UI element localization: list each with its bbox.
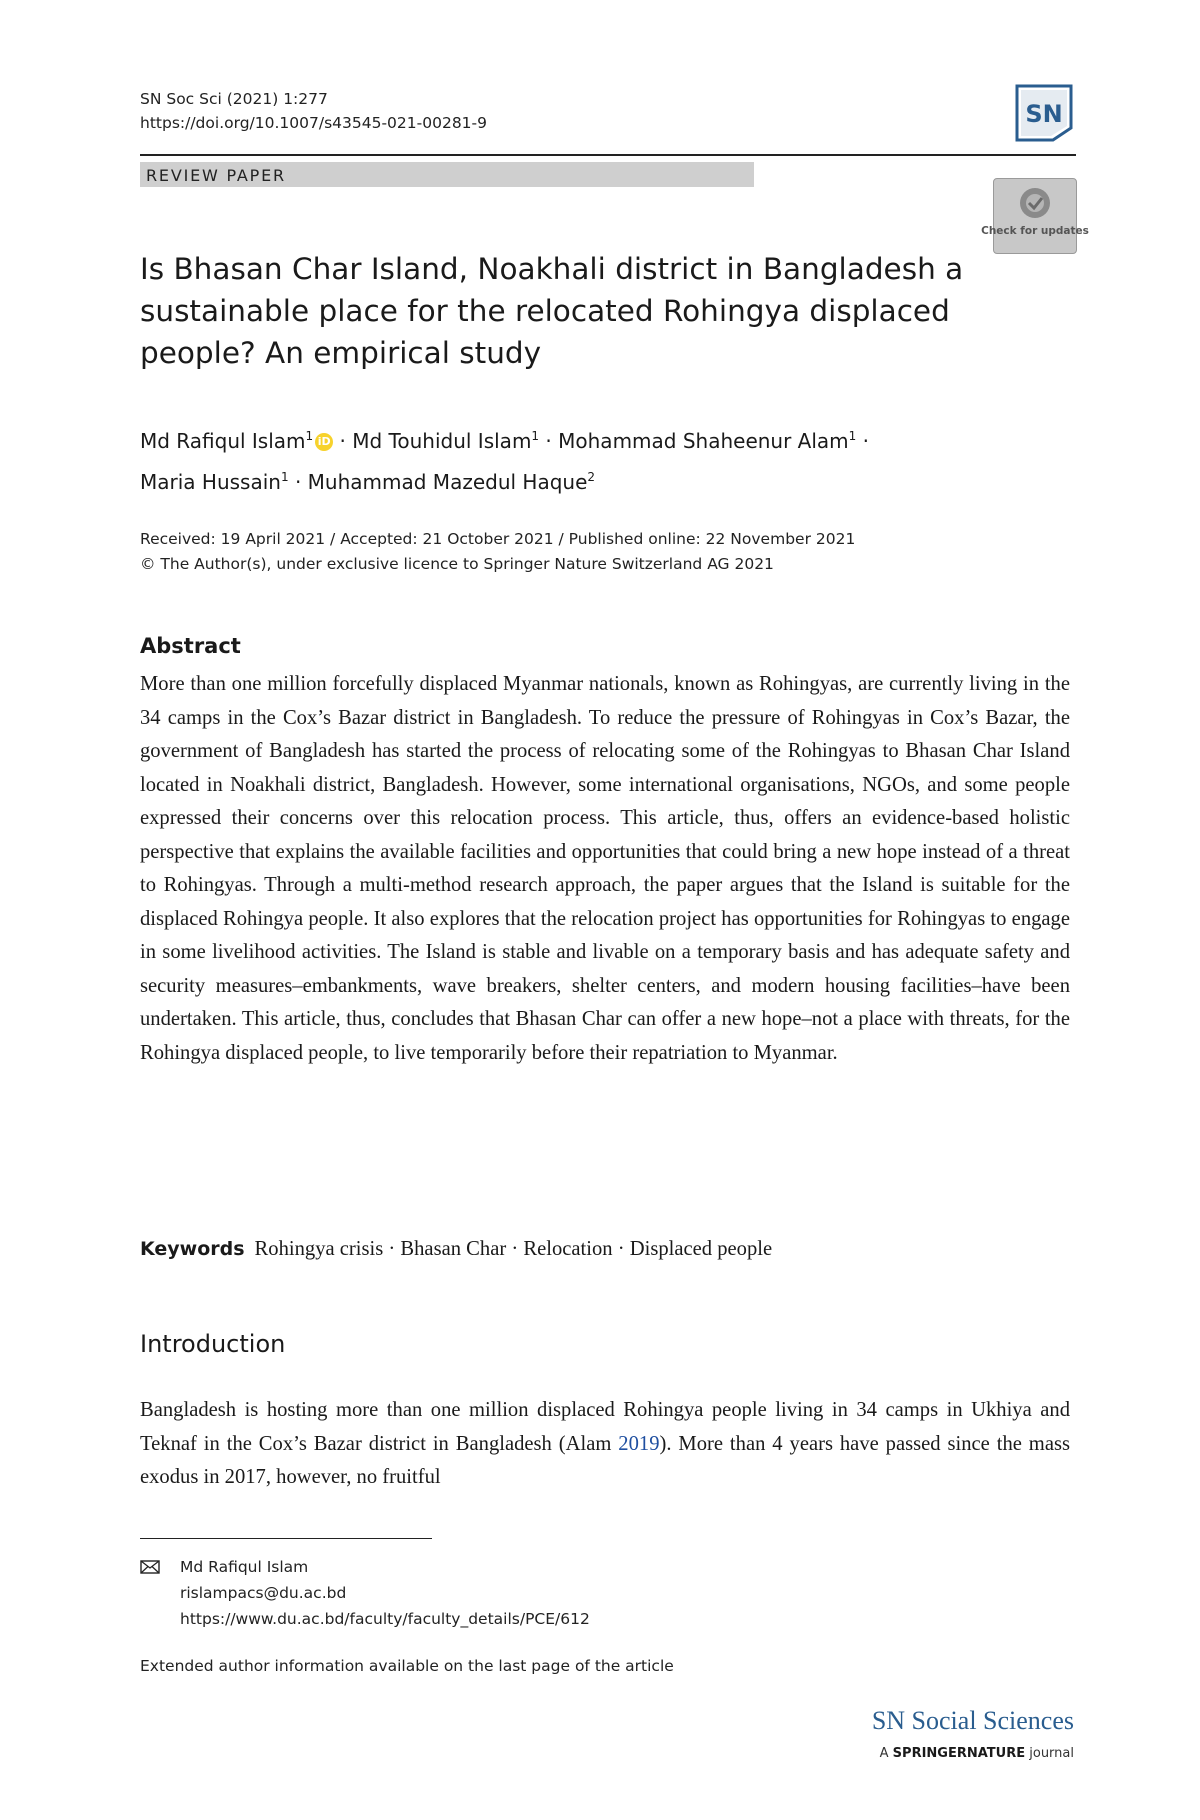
author-separator: ·: [862, 429, 870, 453]
abstract-heading: Abstract: [140, 634, 241, 658]
author-name[interactable]: Md Touhidul Islam: [352, 429, 532, 453]
introduction-text: [140, 1394, 1070, 1495]
author-name[interactable]: Maria Hussain: [140, 470, 281, 494]
author-separator: ·: [339, 429, 346, 453]
check-updates-icon: [981, 179, 1089, 253]
author-name[interactable]: Muhammad Mazedul Haque: [307, 470, 588, 494]
footer-publisher: [826, 1746, 1074, 1761]
orcid-icon[interactable]: iD: [315, 433, 333, 451]
publication-dates: Received: 19 April 2021 / Accepted: 21 October 2021 / Published online: 22 November 2021: [140, 530, 856, 548]
corresponding-author: Md Rafiqul Islam: [180, 1558, 309, 1576]
sn-logo-text: SN: [1025, 100, 1063, 128]
introduction-heading: Introduction: [140, 1330, 286, 1358]
check-updates-label: Check for updates: [981, 225, 1089, 237]
mail-icon: [140, 1560, 160, 1574]
author-affiliation: 2: [587, 470, 596, 484]
citation-link[interactable]: 2019: [618, 1432, 660, 1455]
footer-suffix: journal: [1029, 1746, 1074, 1761]
keywords-label: Keywords: [140, 1238, 245, 1260]
footnote-divider: [140, 1538, 432, 1539]
publication-dates-block: [140, 527, 1070, 577]
article-title: Is Bhasan Char Island, Noakhali district in Bangladesh a sustainable place for the relocated Rohingya displaced people? An empirical study: [140, 252, 964, 370]
author-email[interactable]: rislampacs@du.ac.bd: [180, 1584, 347, 1602]
author-profile-url[interactable]: https://www.du.ac.bd/faculty/faculty_details/PCE/612: [180, 1610, 590, 1628]
abstract-text: More than one million forcefully displaced Myanmar nationals, known as Rohingyas, are currently living in the 34 camps in the Cox’s Bazar district in Bangladesh. To reduce the pressure of Rohingyas in Cox’s Bazar, the government of Bangladesh has started the process of relocating some of the Rohingyas to Bhasan Char Island located in Noakhali district, Bangladesh. However, some international organisations, NGOs, and some people expressed their concerns over this relocation process. This article, thus, offers an evidence-based holistic perspective that explains the available facilities and opportunities that could bring a new hope instead of a threat to Rohingyas. Through a multi-method research approach, the paper argues that the Island is suitable for the displaced Rohingya people. It also explores that the relocation project has opportunities for Rohingyas to engage in some livelihood activities. The Island is stable and livable on a temporary basis and has adequate safety and security measures–embankments, wave breakers, shelter centers, and modern housing facilities–have been undertaken. This article, thus, concludes that Bhasan Char can offer a new hope–not a place with threats, for the Rohingya displaced people, to live temporarily before their repatriation to Myanmar.: [140, 673, 1070, 1064]
extended-info-note: Extended author information available on the last page of the article: [140, 1657, 674, 1675]
author-separator: ·: [294, 470, 302, 494]
springer-logo-text: SPRINGER: [892, 1746, 967, 1761]
intro-text-start: Bangladesh is hosting more than one million displaced Rohingya people living in 34 camps in Ukhiya and Teknaf in the Cox’s Bazar district in Bangladesh (Alam: [140, 1399, 1070, 1455]
author-list: [140, 418, 1060, 500]
author-affiliation: 1: [280, 470, 289, 484]
author-affiliation: 1: [531, 429, 540, 443]
keywords-line: [140, 1234, 1070, 1264]
intro-text-end: ). More than 4 years have passed since the mass exodus in 2017, however, no fruitful: [140, 1432, 1070, 1488]
author-separator: ·: [545, 429, 552, 453]
check-for-updates-badge[interactable]: [981, 178, 1089, 254]
nature-logo-text: NATURE: [966, 1746, 1026, 1761]
author-affiliation: 1: [848, 429, 857, 443]
keywords-list: Rohingya crisis · Bhasan Char · Relocation · Displaced people: [254, 1238, 773, 1260]
journal-citation: SN Soc Sci (2021) 1:277: [140, 90, 328, 108]
footer-journal-name: SN Social Sciences: [871, 1706, 1074, 1735]
author-affiliation: 1: [305, 429, 314, 443]
footer-prefix: A: [879, 1746, 889, 1761]
copyright-notice: © The Author(s), under exclusive licence to Springer Nature Switzerland AG 2021: [140, 555, 774, 573]
author-name[interactable]: Mohammad Shaheenur Alam: [558, 429, 849, 453]
sn-journal-logo: [1013, 80, 1075, 144]
author-name[interactable]: Md Rafiqul Islam: [140, 429, 306, 453]
doi-link[interactable]: https://doi.org/10.1007/s43545-021-00281-9: [140, 114, 487, 132]
header-divider: [140, 154, 1076, 156]
section-label: REVIEW PAPER: [146, 166, 286, 185]
